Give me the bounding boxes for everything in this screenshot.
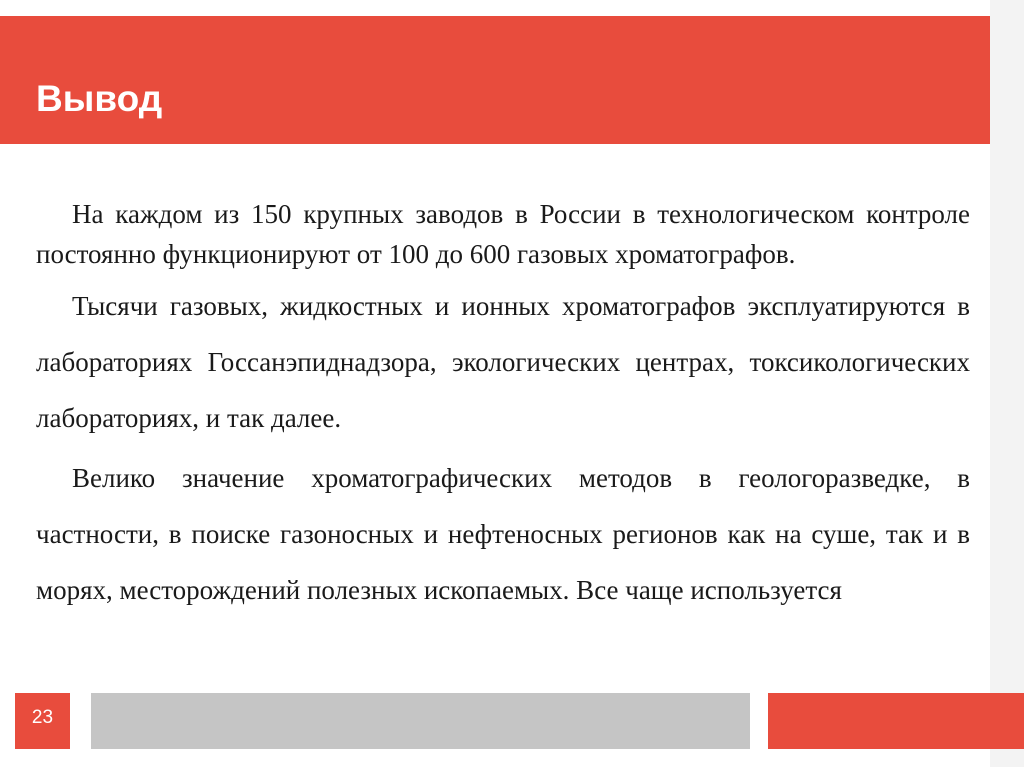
page-number: 23 [31, 707, 54, 728]
slide-title: Вывод [36, 78, 163, 119]
slide-body [36, 194, 970, 618]
slide-edge-strip [990, 0, 1024, 767]
paragraph-geology: Велико значение хроматографических методов в геологоразведке, в частности, в поиске газоносных и нефтеносных регионов как на суше, так и в морях, месторождений полезных ископаемых. Все чаще используется [36, 463, 970, 605]
paragraph-factories: На каждом из 150 крупных заводов в России в технологическом контроле постоянно функционируют от 100 до 600 газовых хроматографов. [36, 199, 970, 269]
page-number-box [15, 693, 70, 749]
footer-gray-bar [91, 693, 750, 749]
footer-accent-bar [768, 693, 1024, 749]
paragraph-laboratories: Тысячи газовых, жидкостных и ионных хроматографов эксплуатируются в лабораториях Госсанэпиднадзора, экологических центрах, токсикологических лабораториях, и так далее. [36, 291, 970, 433]
